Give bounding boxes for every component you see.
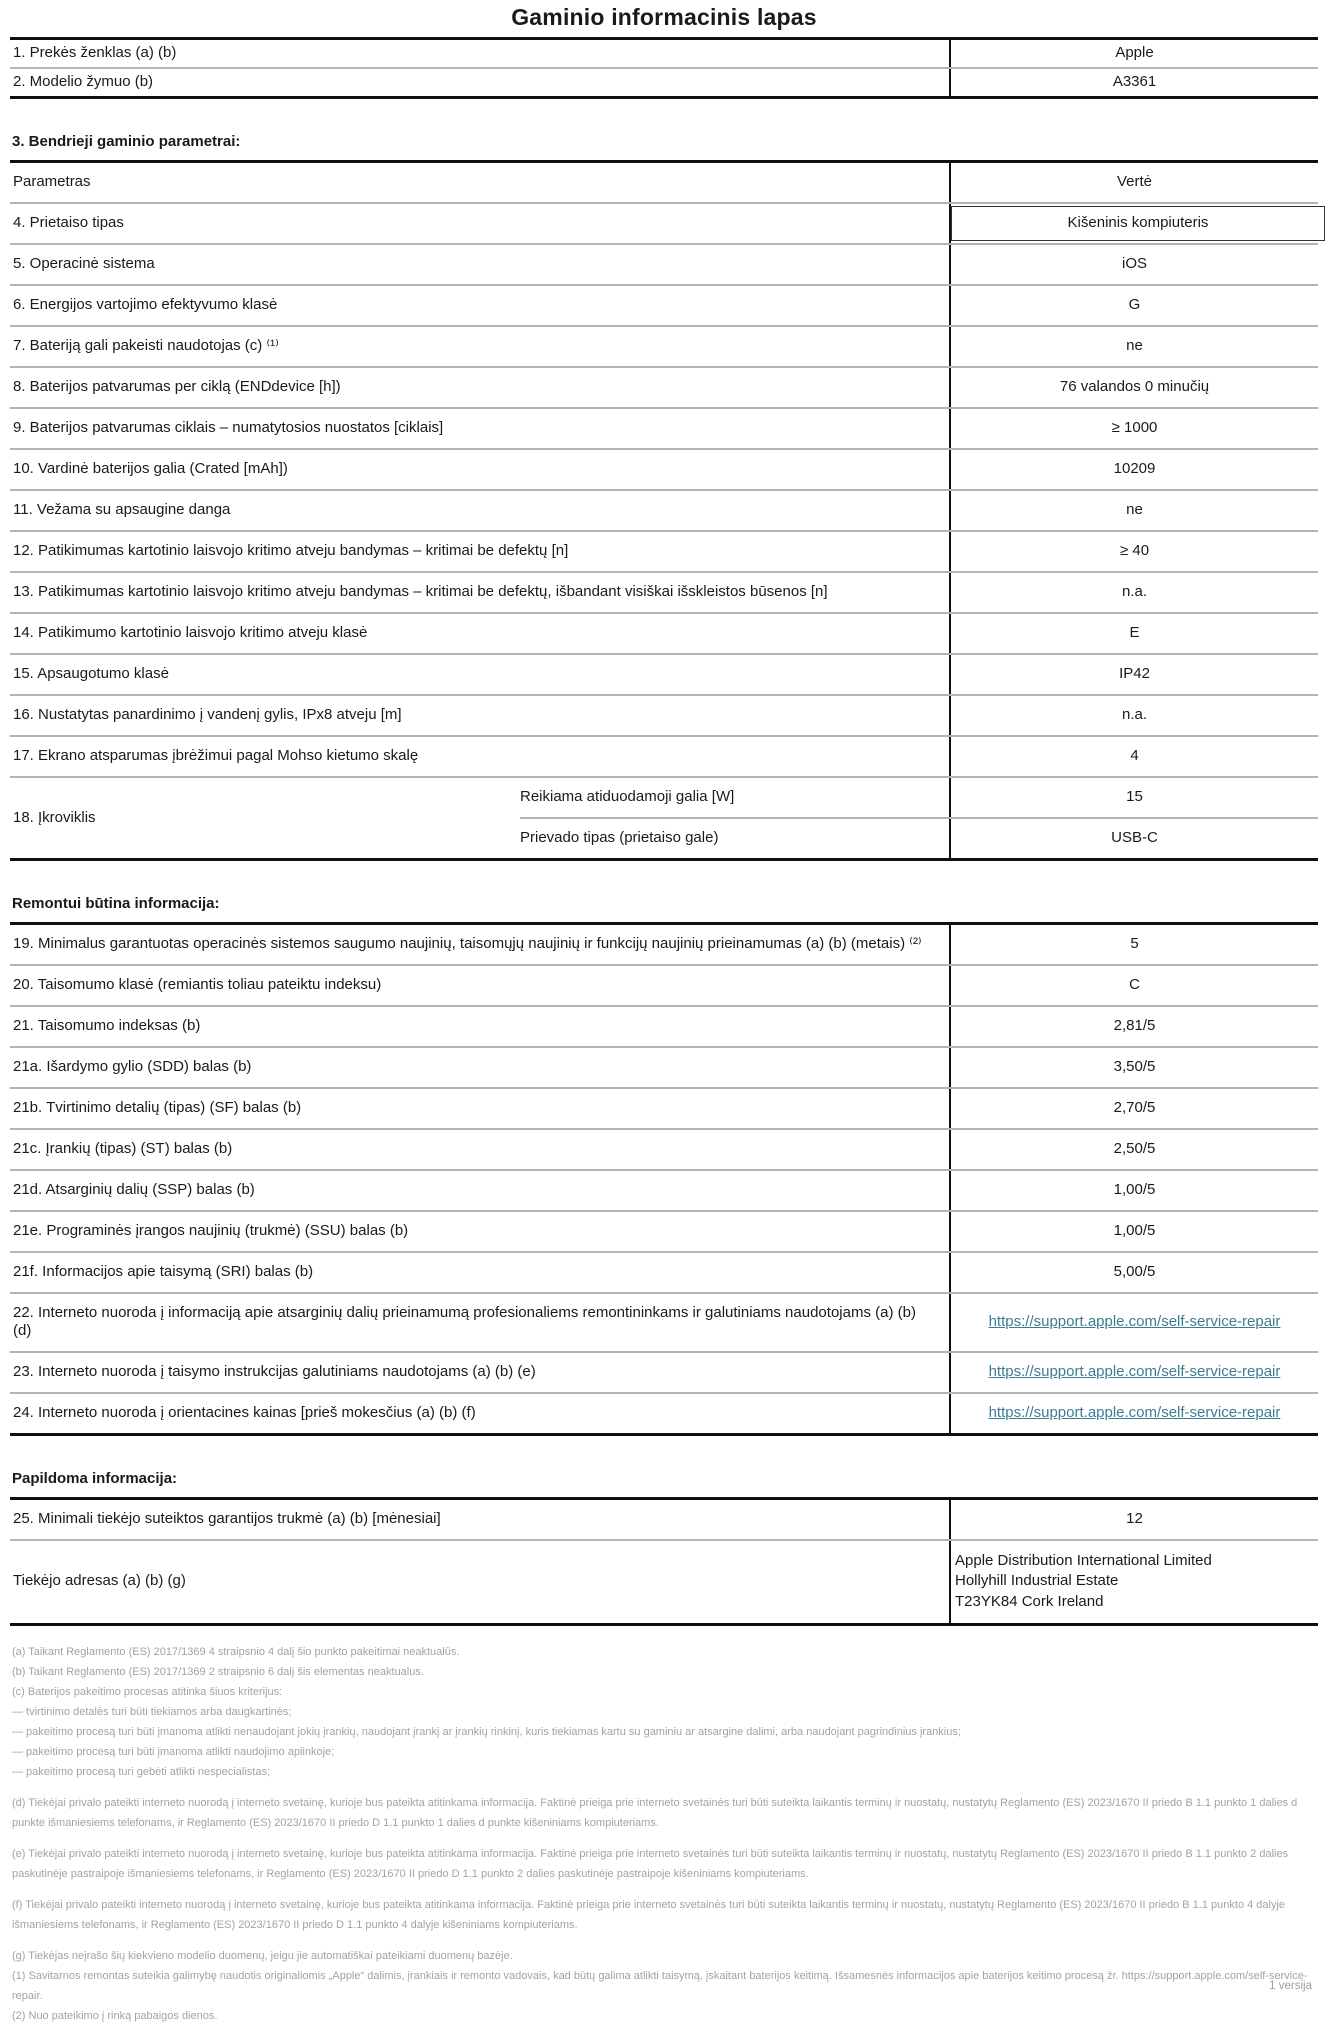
brand-model-table: [10, 37, 1318, 99]
footnote: (e) Tiekėjai privalo pateikti interneto nuorodą į interneto svetainę, kurioje bus pateikta atitinkama informacija. Faktinė prieiga prie interneto svetainės turi būti suteikta laikantis terminų ir nuostatų, nustatytų Reglamento (ES) 2023/1670 II priedo B 1.1 punkto 2 dalies paskutinėje pastraipoje išmaniesiems telefonams, ir Reglamento (ES) 2023/1670 II priedo D 1.1 punkto 2 dalies paskutinėje pastraipoje kišeniniams kompiuteriams.: [12, 1847, 1289, 1880]
row-label: 6. Energijos vartojimo efektyvumo klasė: [10, 285, 950, 326]
table-row: [10, 777, 1318, 818]
table-row: [10, 654, 1318, 695]
row-label: 21a. Išardymo gylio (SDD) balas (b): [10, 1047, 950, 1088]
table-row: [10, 203, 1318, 244]
row-value: 2,81/5: [950, 1006, 1318, 1047]
table-row: [10, 965, 1318, 1006]
general-parameters-table: [10, 160, 1318, 861]
footnote: (f) Tiekėjai privalo pateikti interneto nuorodą į interneto svetainę, kurioje bus pateikta atitinkama informacija. Faktinė prieiga prie interneto svetainės turi būti suteikta laikantis terminų ir nuostatų, nustatytų Reglamento (ES) 2023/1670 II priedo B 1.1 punkto 4 dalyje išmaniesiems telefonams, ir Reglamento (ES) 2023/1670 II priedo D 1.1 punkto 4 dalyje kišeniniams kompiuteriams.: [12, 1898, 1286, 1931]
row-value: 10209: [950, 449, 1318, 490]
table-row: [10, 1540, 1318, 1624]
row-value: C: [950, 965, 1318, 1006]
table-row: [10, 285, 1318, 326]
row-label: 9. Baterijos patvarumas ciklais – numatytosios nuostatos [ciklais]: [10, 408, 950, 449]
supplier-address-line: Apple Distribution International Limited: [955, 1552, 1212, 1569]
row-label: 21c. Įrankių (tipas) (ST) balas (b): [10, 1129, 950, 1170]
row-label: 4. Prietaiso tipas: [10, 203, 950, 244]
row-label: 16. Nustatytas panardinimo į vandenį gylis, IPx8 atveju [m]: [10, 695, 950, 736]
table-row: [10, 1252, 1318, 1293]
row-label: 8. Baterijos patvarumas per ciklą (ENDdevice [h]): [10, 367, 950, 408]
table-row: [10, 1499, 1318, 1541]
footnotes: [10, 1642, 1318, 2026]
row-label: 14. Patikimumo kartotinio laisvojo kritimo atveju klasė: [10, 613, 950, 654]
row-value: 15: [950, 777, 1318, 818]
table-row: [10, 1047, 1318, 1088]
table-row: [10, 924, 1318, 966]
footnote: — pakeitimo procesą turi gebėti atlikti nespecialistas;: [12, 1765, 271, 1778]
footnote: (a) Taikant Reglamento (ES) 2017/1369 4 straipsnio 4 dalį šio punkto pakeitimai neaktualūs.: [12, 1645, 460, 1658]
row-value: 5: [950, 924, 1318, 966]
section-heading-general: 3. Bendrieji gaminio parametrai:: [12, 133, 241, 150]
row-value: IP42: [950, 654, 1318, 695]
row-label: 15. Apsaugotumo klasė: [10, 654, 950, 695]
row-label: 12. Patikimumas kartotinio laisvojo kritimo atveju bandymas – kritimai be defektų [n]: [10, 531, 950, 572]
row-label: 20. Taisomumo klasė (remiantis toliau pateiktu indeksu): [10, 965, 950, 1006]
table-header-row: [10, 162, 1318, 204]
table-row: [10, 736, 1318, 777]
row-value: n.a.: [950, 695, 1318, 736]
page-title: Gaminio informacinis lapas: [511, 4, 817, 30]
row-value: n.a.: [950, 572, 1318, 613]
row-value: [950, 203, 1318, 244]
row-sublabel: Reikiama atiduodamoji galia [W]: [520, 777, 950, 818]
table-row: [10, 490, 1318, 531]
column-header-parametras: Parametras: [10, 162, 950, 204]
row-value: 76 valandos 0 minučių: [950, 367, 1318, 408]
row-value: [950, 1540, 1318, 1624]
row-label: 21b. Tvirtinimo detalių (tipas) (SF) balas (b): [10, 1088, 950, 1129]
row-label: 18. Įkroviklis: [10, 777, 520, 860]
row-value: 4: [950, 736, 1318, 777]
footnote: (b) Taikant Reglamento (ES) 2017/1369 2 straipsnio 6 dalį šis elementas neaktualus.: [12, 1665, 424, 1678]
row-label: 2. Modelio žymuo (b): [13, 73, 154, 90]
table-row: [10, 1352, 1318, 1393]
footnote: — tvirtinimo detalės turi būti tiekiamos arba daugkartinės;: [12, 1705, 292, 1718]
table-row: [10, 1088, 1318, 1129]
row-label: 22. Interneto nuoroda į informaciją apie atsarginių dalių prieinamumą profesionaliems remontininkams ir galutiniams naudotojams (a) (b) (d): [10, 1293, 950, 1352]
row-value: Apple: [950, 39, 1318, 69]
row-label: 13. Patikimumas kartotinio laisvojo kritimo atveju bandymas – kritimai be defektų, išbandant visiškai išskleistos būsenos [n]: [10, 572, 950, 613]
row-value: 5,00/5: [950, 1252, 1318, 1293]
row-label: 21e. Programinės įrangos naujinių (trukmė) (SSU) balas (b): [10, 1211, 950, 1252]
row-value: 1,00/5: [950, 1211, 1318, 1252]
row-value: ne: [950, 490, 1318, 531]
row-label: 23. Interneto nuoroda į taisymo instrukcijas galutiniams naudotojams (a) (b) (e): [10, 1352, 950, 1393]
table-row: [10, 572, 1318, 613]
footnote: — pakeitimo procesą turi būti įmanoma atlikti naudojimo aplinkoje;: [12, 1745, 335, 1758]
row-value: [950, 1352, 1318, 1393]
table-row: [10, 1211, 1318, 1252]
table-row: [10, 244, 1318, 285]
row-label: 5. Operacinė sistema: [10, 244, 950, 285]
table-row: [10, 1293, 1318, 1352]
table-row: [10, 367, 1318, 408]
row-value: 12: [950, 1499, 1318, 1541]
footnote: — pakeitimo procesą turi būti įmanoma atlikti nenaudojant jokių įrankių, naudojant įrankį ar įrankių rinkinį, kuris tiekiamas kartu su gaminiu ar atsargine dalimi, arba naudojant pagrindinius įrankius;: [12, 1725, 961, 1738]
repair-link[interactable]: https://support.apple.com/self-service-repair: [988, 1404, 1281, 1421]
table-row: [10, 531, 1318, 572]
table-row: [10, 613, 1318, 654]
row-label: Tiekėjo adresas (a) (b) (g): [13, 1572, 186, 1590]
row-value: 2,70/5: [950, 1088, 1318, 1129]
row-value: iOS: [950, 244, 1318, 285]
row-label: 25. Minimali tiekėjo suteiktos garantijos trukmė (a) (b) [mėnesiai]: [10, 1499, 950, 1541]
row-label: 7. Bateriją gali pakeisti naudotojas (c) ⁽¹⁾: [10, 326, 950, 367]
table-row: [10, 326, 1318, 367]
footnote: (2) Nuo pateikimo į rinką pabaigos dienos.: [12, 2010, 218, 2022]
table-row: [10, 1006, 1318, 1047]
row-label: 21d. Atsarginių dalių (SSP) balas (b): [10, 1170, 950, 1211]
row-value: ≥ 1000: [950, 408, 1318, 449]
table-row: [10, 39, 1318, 69]
table-row: [10, 695, 1318, 736]
row-value: USB-C: [950, 818, 1318, 860]
table-row: [10, 408, 1318, 449]
repair-link[interactable]: https://support.apple.com/self-service-repair: [988, 1363, 1281, 1380]
row-value: E: [950, 613, 1318, 654]
row-value: ne: [950, 326, 1318, 367]
version-label: 1 versija: [1269, 1980, 1312, 1992]
row-label: 1. Prekės ženklas (a) (b): [10, 39, 950, 69]
row-value: ≥ 40: [950, 531, 1318, 572]
repair-info-table: [10, 922, 1318, 1436]
row-value: A3361: [950, 68, 1318, 98]
row-value: 3,50/5: [950, 1047, 1318, 1088]
additional-info-table: [10, 1497, 1318, 1626]
table-row: [10, 1129, 1318, 1170]
row-label: 10. Vardinė baterijos galia (Crated [mAh]): [10, 449, 950, 490]
row-label: 11. Vežama su apsaugine danga: [10, 490, 950, 531]
table-row: [10, 1170, 1318, 1211]
repair-link[interactable]: https://support.apple.com/self-service-repair: [988, 1313, 1281, 1330]
supplier-address-line: T23YK84 Cork Ireland: [955, 1592, 1104, 1610]
row-label: 21. Taisomumo indeksas (b): [10, 1006, 950, 1047]
table-row: [10, 449, 1318, 490]
row-sublabel: Prievado tipas (prietaiso gale): [520, 829, 719, 846]
footnote: (1) Savitarnos remontas suteikia galimybę naudotis originaliomis „Apple“ dalimis, įrankiais ir remonto vadovais, kad būtų galima atlikti taisymą, įskaitant baterijos keitimą. Išsamesnės informacijos apie baterijos keitimo procesą žr. https://support.apple.com/self-service-repair.: [12, 1969, 1308, 2002]
footnote: (d) Tiekėjai privalo pateikti interneto nuorodą į interneto svetainę, kurioje bus pateikta atitinkama informacija. Faktinė prieiga prie interneto svetainės turi būti suteikta laikantis terminų ir nuostatų, nustatytų Reglamento (ES) 2023/1670 II priedo B 1.1 punkto 1 dalies d punkte išmaniesiems telefonams, ir Reglamento (ES) 2023/1670 II priedo D 1.1 punkto 1 dalies d punkte kišeniniams kompiuteriams.: [12, 1796, 1298, 1829]
row-value: [950, 1393, 1318, 1435]
supplier-address-line: Hollyhill Industrial Estate: [955, 1572, 1119, 1590]
row-label: 19. Minimalus garantuotas operacinės sistemos saugumo naujinių, taisomųjų naujinių ir funkcijų naujinių prieinamumas (a) (b) (metais) ⁽²⁾: [10, 924, 950, 966]
row-value: G: [950, 285, 1318, 326]
row-value: 1,00/5: [950, 1170, 1318, 1211]
row-label: 24. Interneto nuoroda į orientacines kainas [prieš mokesčius (a) (b) (f): [13, 1404, 476, 1421]
footnote: (g) Tiekėjas neįrašo šių kiekvieno modelio duomenų, jeigu jie automatiškai pateikiami duomenų bazėje.: [12, 1949, 513, 1962]
device-type-select[interactable]: Kišeninis kompiuteris: [951, 206, 1325, 241]
column-header-verte: Vertė: [950, 162, 1318, 204]
section-heading-repair: Remontui būtina informacija:: [12, 895, 220, 912]
section-heading-additional: Papildoma informacija:: [12, 1470, 178, 1487]
row-label: 17. Ekrano atsparumas įbrėžimui pagal Mohso kietumo skalę: [10, 736, 950, 777]
row-value: [950, 1293, 1318, 1352]
table-row: [10, 68, 1318, 98]
footnote: (c) Baterijos pakeitimo procesas atitinka šiuos kriterijus:: [12, 1685, 283, 1698]
row-label: 21f. Informacijos apie taisymą (SRI) balas (b): [10, 1252, 950, 1293]
row-value: 2,50/5: [950, 1129, 1318, 1170]
table-row: [10, 1393, 1318, 1435]
